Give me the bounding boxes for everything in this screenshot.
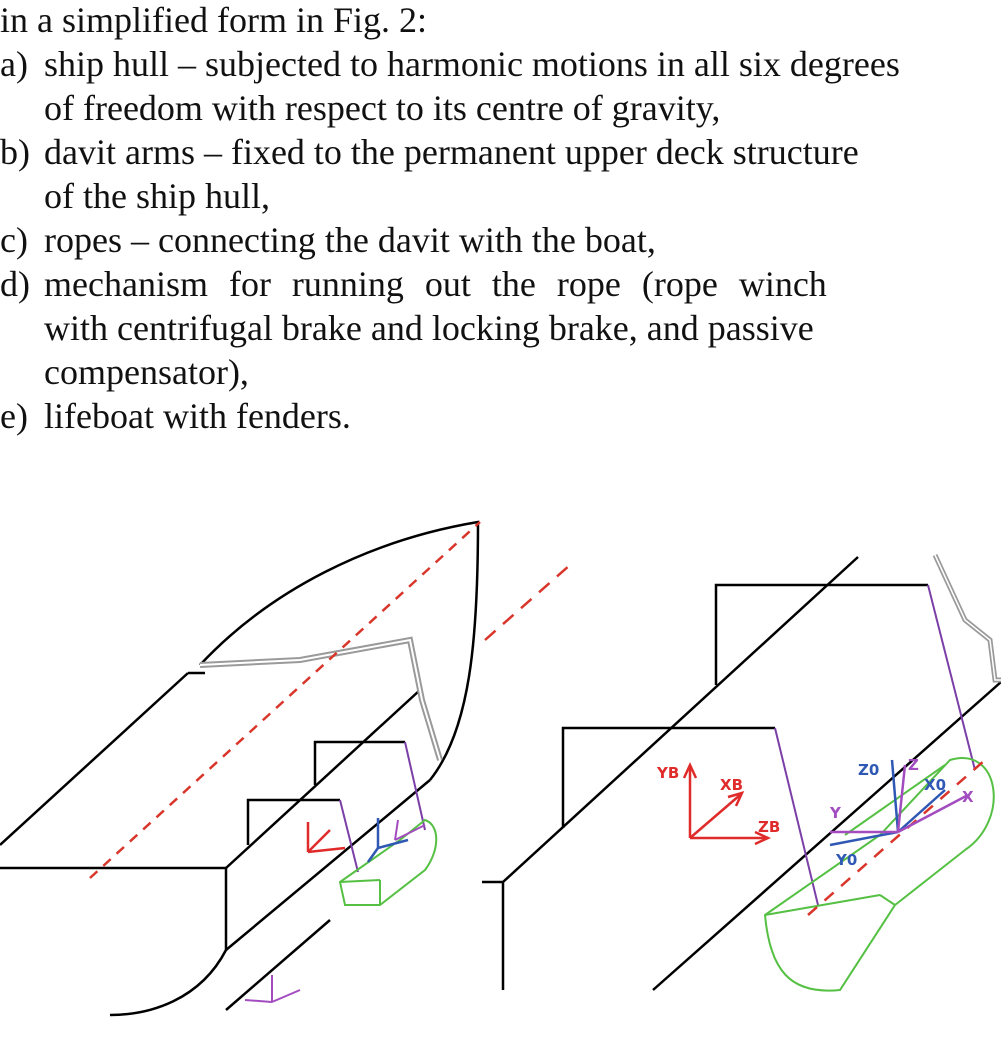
ship-frame-left [308, 822, 345, 852]
ship-frame-left-z-axis [308, 848, 345, 852]
hull-detail-upper-edge [503, 557, 858, 882]
hull-detail [482, 557, 1001, 990]
boat-centreline [808, 760, 985, 915]
lifeboat-right-hull [765, 758, 994, 991]
lifeboat-left-edge [340, 880, 380, 882]
figure-2-drawing [0, 505, 1001, 1041]
label-y0: Y0 [836, 851, 858, 869]
boat-frame-left [368, 818, 408, 862]
lifeboat-left [340, 820, 436, 905]
hull-bottom-edge [226, 780, 430, 950]
lifeboat-left-outline [340, 820, 436, 905]
list-item-c-line-1: ropes – connecting the davit with the boat, [44, 220, 656, 260]
body-text [0, 0, 1001, 500]
ship-centreline-extension [485, 565, 570, 640]
paragraph-fragment: in a simplified form in Fig. 2: [0, 0, 427, 40]
rope-aft-left [340, 800, 358, 872]
global-y-axis [245, 1000, 272, 1002]
global-frame [245, 975, 300, 1002]
list-item-d-line-2: with centrifugal brake and locking brake, and passive [44, 308, 814, 348]
boat-local-frame-right [830, 765, 968, 832]
list-marker-b: b) [0, 132, 30, 172]
label-x: X [962, 788, 974, 806]
label-xb: XB [720, 776, 743, 794]
hull-side-edge [226, 690, 420, 868]
rope-aft-right [775, 728, 818, 905]
deck-edge-band-detail [935, 555, 1001, 680]
list-item-d-line-3: compensator), [44, 352, 249, 392]
hull-upper-edge [0, 673, 188, 845]
label-x0: X0 [924, 776, 947, 794]
list-item-a-line-1: ship hull – subjected to harmonic motions in all six degrees [44, 44, 900, 84]
boat-frame-left-x-axis [378, 840, 408, 848]
boat-local-left-z-axis [395, 820, 398, 840]
list-item-b-line-2: of the ship hull, [44, 176, 270, 216]
figure-2 [0, 505, 1001, 1041]
label-z: Z [908, 756, 919, 774]
stern-outline [0, 868, 226, 1015]
list-item-b-line-1: davit arms – fixed to the permanent upper deck structure [44, 132, 859, 172]
ship-frame-left-x-axis [308, 830, 330, 852]
ship-hull [0, 522, 478, 1015]
boat-local-left-x-axis [395, 825, 425, 840]
davit-arm-fore-detail [716, 585, 928, 685]
list-item-d-line-1: mechanism for running out the rope (rope winch [44, 264, 827, 304]
ship-frame-xb-axis [690, 795, 740, 838]
list-marker-d: d) [0, 264, 30, 304]
label-zb: ZB [758, 818, 781, 836]
list-marker-c: c) [0, 220, 28, 260]
rope-fore-right [928, 585, 975, 770]
list-item-e-line-1: lifeboat with fenders. [44, 396, 351, 436]
list-marker-e: e) [0, 396, 28, 436]
list-item-a-line-2: of freedom with respect to its centre of gravity, [44, 88, 721, 128]
lifeboat-right-gunwale [765, 895, 880, 915]
lifeboat-right-transom-top [880, 895, 895, 905]
boat-local-z-axis [898, 765, 905, 832]
global-x-axis [272, 990, 300, 1002]
hull-keel-edge [226, 920, 330, 1010]
davit-arm-fore [315, 742, 405, 785]
boat-frame-y0-axis [830, 832, 898, 845]
label-z0: Z0 [858, 761, 880, 779]
list-marker-a: a) [0, 44, 28, 84]
label-y: Y [830, 804, 841, 822]
lifeboat-right [765, 758, 994, 991]
label-yb: YB [657, 764, 680, 782]
